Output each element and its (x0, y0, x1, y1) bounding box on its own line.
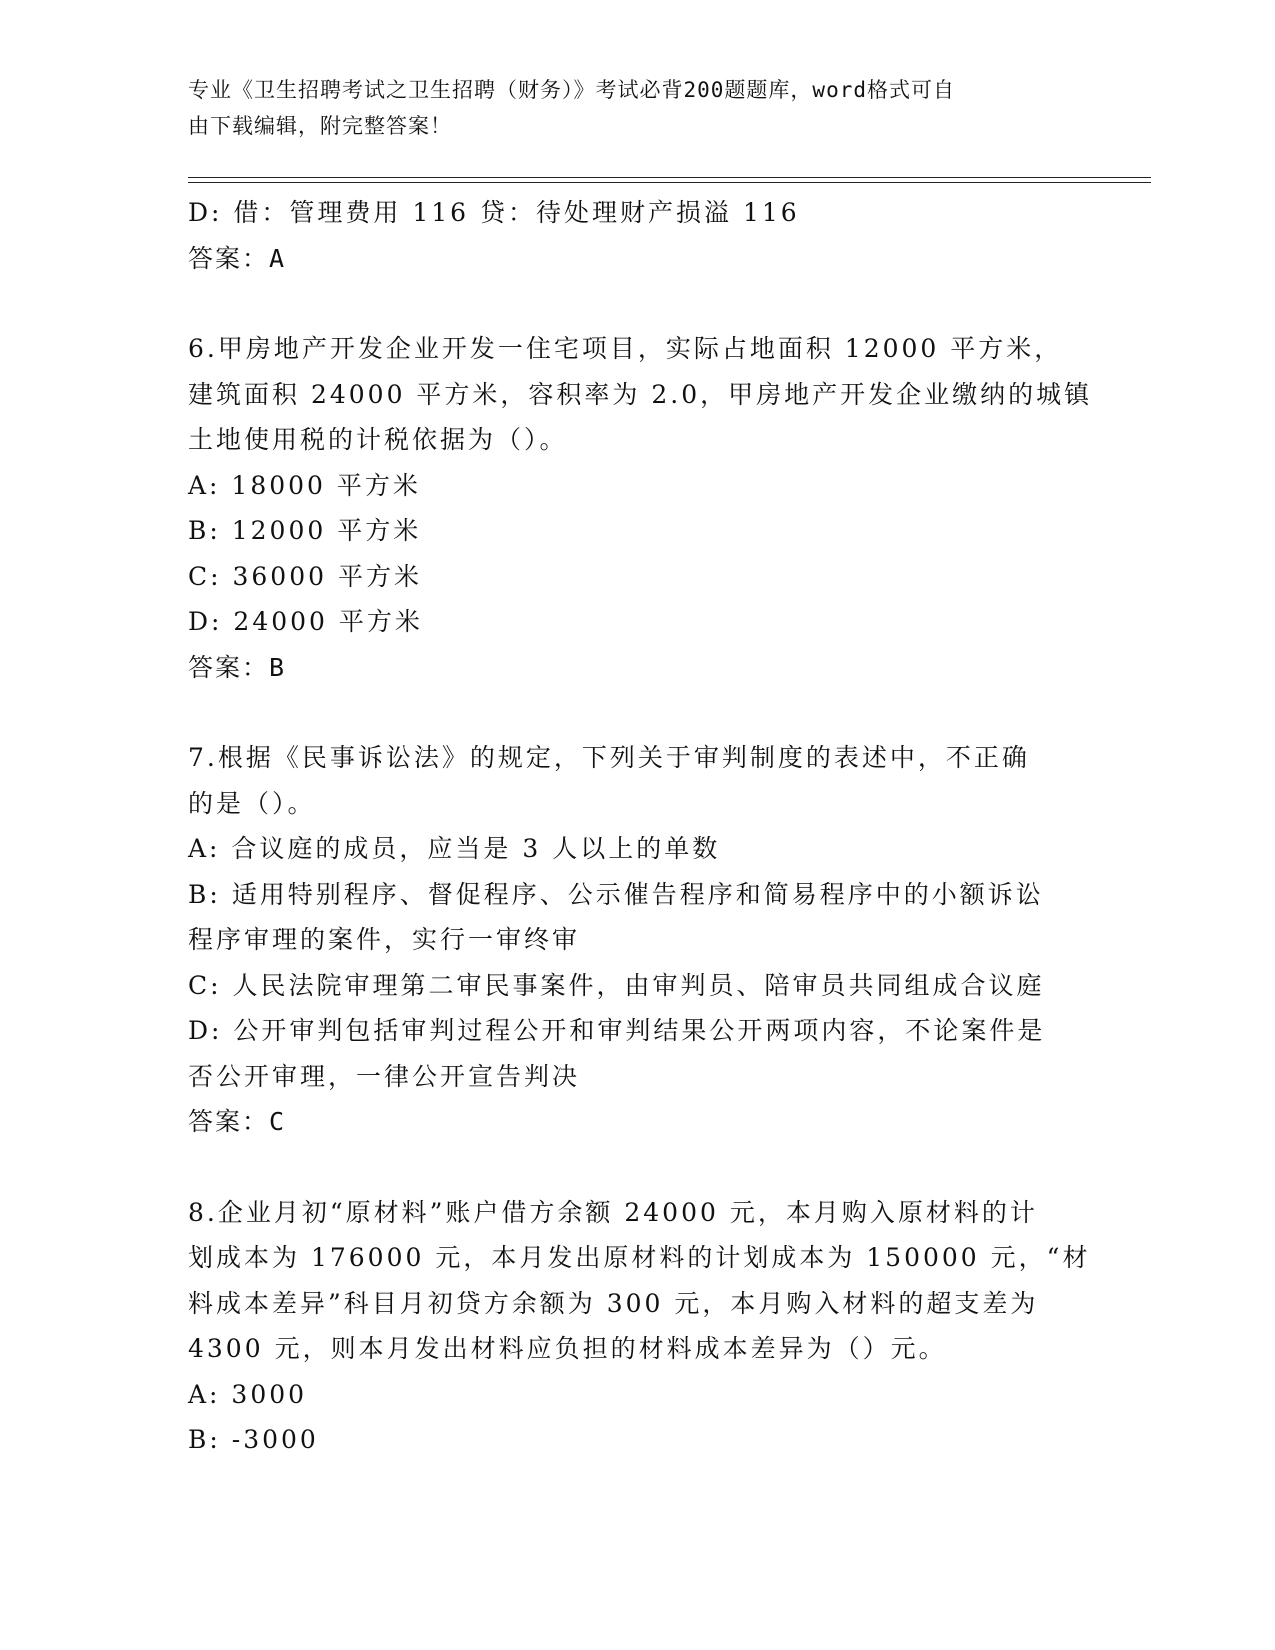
option-b: B: -3000 (188, 1425, 319, 1454)
question-8 (188, 1190, 1091, 1463)
question-stem-line: 4300 元，则本月发出材料应负担的材料成本差异为（）元。 (188, 1334, 947, 1363)
header-divider-top (188, 177, 1151, 178)
option-a: A: 18000 平方米 (188, 470, 421, 500)
question-stem-line: 8.企业月初“原材料”账户借方余额 24000 元，本月购入原材料的计 (188, 1197, 1038, 1227)
answer-line: 答案：C (188, 1107, 287, 1136)
spacer (188, 690, 1088, 735)
document-body (188, 190, 1093, 1463)
option-d-continuation: 否公开审理，一律公开宣告判决 (188, 1061, 581, 1091)
question-stem-line: 建筑面积 24000 平方米，容积率为 2.0，甲房地产开发企业缴纳的城镇 (188, 379, 1093, 409)
question-7 (188, 735, 1088, 1145)
previous-question-tail (188, 190, 1088, 281)
option-b: B: 适用特别程序、督促程序、公示催告程序和简易程序中的小额诉讼 (188, 879, 1044, 909)
answer-line: 答案：A (188, 243, 287, 273)
question-stem-line: 7.根据《民事诉讼法》的规定，下列关于审判制度的表述中，不正确 (188, 743, 1030, 772)
question-stem-line: 料成本差异”科目月初贷方余额为 300 元，本月购入材料的超支差为 (188, 1288, 1039, 1318)
question-6 (188, 326, 1093, 690)
spacer (188, 1145, 1088, 1190)
header-title-line-2: 由下载编辑，附完整答案！ (188, 114, 452, 138)
option-b: B: 12000 平方米 (188, 516, 422, 545)
header-divider-bottom (188, 182, 1151, 183)
option-c: C: 36000 平方米 (188, 561, 422, 591)
option-d: D: 24000 平方米 (188, 607, 423, 636)
question-stem-line: 土地使用税的计税依据为（）。 (188, 425, 568, 454)
option-d: D: 借：管理费用 116 贷：待处理财产损溢 116 (188, 198, 800, 227)
spacer (188, 281, 1088, 326)
option-c: C: 人民法院审理第二审民事案件，由审判员、陪审员共同组成合议庭 (188, 970, 1045, 1000)
option-d: D: 公开审判包括审判过程公开和审判结果公开两项内容，不论案件是 (188, 1016, 1046, 1045)
answer-line: 答案：B (188, 652, 287, 682)
option-a: A: 3000 (188, 1379, 308, 1409)
header-title-line-1: 专业《卫生招聘考试之卫生招聘（财务）》考试必背200题题库，word格式可自 (188, 78, 955, 102)
option-a: A: 合议庭的成员，应当是 3 人以上的单数 (188, 834, 721, 863)
question-stem-line: 6.甲房地产开发企业开发一住宅项目，实际占地面积 12000 平方米， (188, 334, 1063, 363)
question-stem-line: 划成本为 176000 元，本月发出原材料的计划成本为 150000 元，“材 (188, 1243, 1091, 1272)
document-header (188, 72, 1068, 144)
option-b-continuation: 程序审理的案件，实行一审终审 (188, 925, 581, 954)
question-stem-line: 的是（）。 (188, 788, 316, 818)
